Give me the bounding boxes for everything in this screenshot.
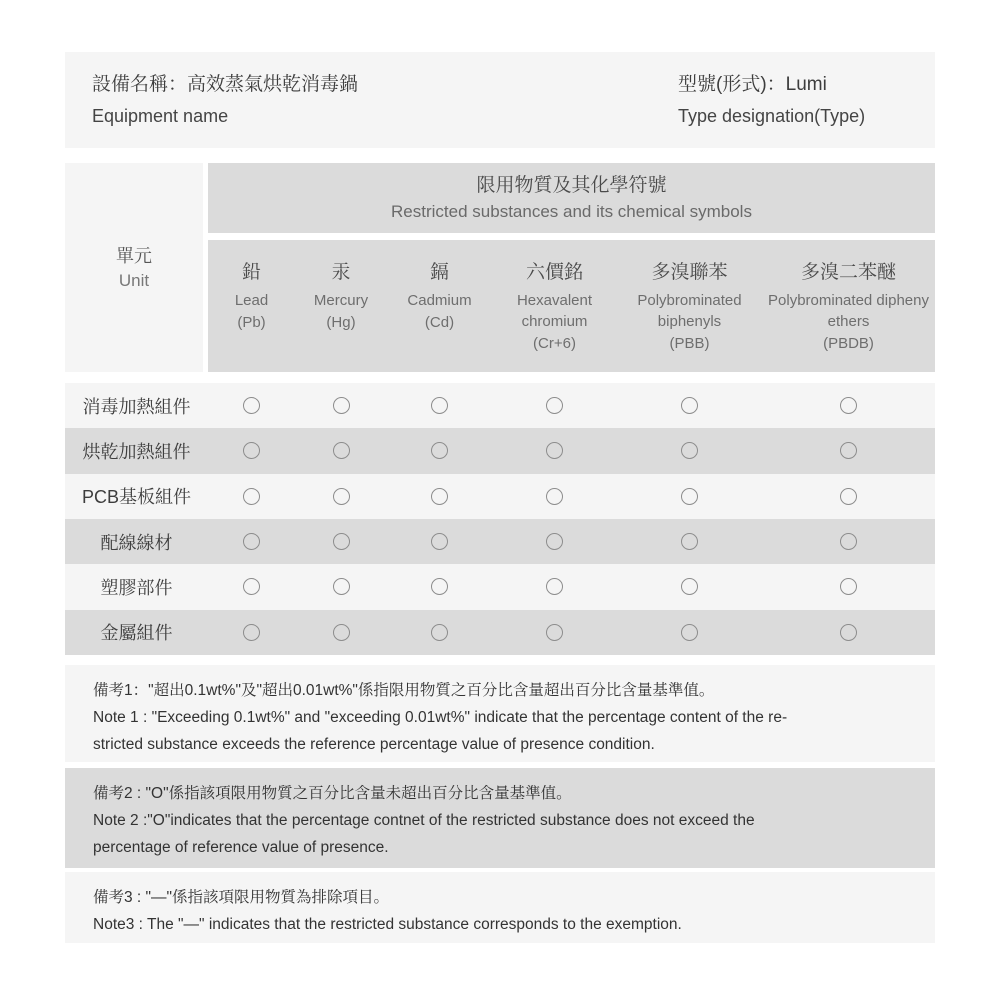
circle-mark <box>681 488 698 505</box>
circle-mark <box>431 533 448 550</box>
circle-mark <box>546 624 563 641</box>
circle-mark <box>243 533 260 550</box>
column-header-lead <box>208 240 295 372</box>
column-header-pbb <box>617 240 762 372</box>
row-label: PCB基板組件 <box>81 487 191 508</box>
table-body <box>65 383 935 655</box>
equipment-name-zh: 設備名稱：高效蒸氣烘乾消毒鍋 <box>92 74 359 95</box>
circle-mark <box>333 624 350 641</box>
row-label: 金屬組件 <box>100 623 173 644</box>
unit-header-cell <box>65 163 203 372</box>
restricted-header-en: Restricted substances and its chemical symbols <box>391 202 752 221</box>
circle-mark <box>431 578 448 595</box>
column-symbol: (PBDB) <box>823 335 874 352</box>
type-designation-zh: 型號(形式)：Lumi <box>678 74 827 95</box>
circle-mark <box>333 533 350 550</box>
circle-mark <box>431 442 448 459</box>
note-3 <box>65 872 935 943</box>
circle-mark <box>333 578 350 595</box>
circle-mark <box>243 624 260 641</box>
circle-mark <box>681 442 698 459</box>
table-row <box>65 474 935 519</box>
circle-mark <box>840 488 857 505</box>
equipment-name-en: Equipment name <box>92 106 229 126</box>
column-zh: 多溴聯苯 <box>651 262 728 283</box>
row-label: 烘乾加熱組件 <box>82 441 191 462</box>
type-designation-en: Type designation(Type) <box>678 106 866 126</box>
column-en: Mercury <box>313 292 369 309</box>
equipment-header-bar <box>65 52 935 148</box>
table-row <box>65 383 935 428</box>
column-header-hexavalent-chromium <box>492 240 617 372</box>
column-header-cadmium <box>387 240 492 372</box>
column-zh: 汞 <box>331 262 351 283</box>
circle-mark <box>243 442 260 459</box>
note-1-en-line1: Note 1 : "Exceeding 0.1wt%" and "exceeding 0.01wt%" indicate that the percentage content of the re- <box>93 709 788 726</box>
column-zh: 鎘 <box>429 262 449 283</box>
row-label: 消毒加熱組件 <box>82 396 191 417</box>
circle-mark <box>431 624 448 641</box>
note-3-zh: 備考3 : "—"係指該項限用物質為排除項目。 <box>93 889 390 906</box>
circle-mark <box>840 624 857 641</box>
type-designation-group <box>678 70 865 132</box>
note-1 <box>65 665 935 762</box>
circle-mark <box>546 488 563 505</box>
circle-mark <box>840 533 857 550</box>
circle-mark <box>840 442 857 459</box>
note-2-en-line2: percentage of reference value of presence. <box>93 839 389 856</box>
column-en: Hexavalent chromium <box>516 292 593 330</box>
circle-mark <box>546 533 563 550</box>
restricted-header-zh: 限用物質及其化學符號 <box>476 175 667 196</box>
note-3-en-line1: Note3 : The "—" indicates that the restricted substance corresponds to the exemption. <box>93 916 682 933</box>
column-zh: 多溴二苯醚 <box>800 262 896 283</box>
circle-mark <box>431 488 448 505</box>
circle-mark <box>333 442 350 459</box>
table-row <box>65 564 935 609</box>
circle-mark <box>243 488 260 505</box>
column-en: Polybrominated biphenyls <box>637 292 742 330</box>
table-row <box>65 610 935 655</box>
column-en: Cadmium <box>407 292 472 309</box>
table-row <box>65 428 935 473</box>
circle-mark <box>243 578 260 595</box>
circle-mark <box>546 397 563 414</box>
note-1-zh: 備考1："超出0.1wt%"及"超出0.01wt%"係指限用物質之百分比含量超出百分比含量基準值。 <box>93 682 715 699</box>
circle-mark <box>431 397 448 414</box>
equipment-name-group <box>92 70 358 132</box>
column-zh: 鉛 <box>241 262 261 283</box>
circle-mark <box>333 488 350 505</box>
column-symbol: (PBB) <box>669 335 710 352</box>
column-en: Lead <box>234 292 269 309</box>
row-label: 配線線材 <box>100 532 173 553</box>
circle-mark <box>840 397 857 414</box>
circle-mark <box>243 397 260 414</box>
circle-mark <box>681 533 698 550</box>
substance-column-headers <box>208 240 935 372</box>
note-2-zh: 備考2 : "O"係指該項限用物質之百分比含量未超出百分比含量基準值。 <box>93 785 572 802</box>
column-zh: 六價銘 <box>525 262 583 283</box>
note-2 <box>65 768 935 868</box>
note-2-en-line1: Note 2 :"O"indicates that the percentage contnet of the restricted substance does not exceed the <box>93 812 755 829</box>
circle-mark <box>546 442 563 459</box>
circle-mark <box>840 578 857 595</box>
circle-mark <box>546 578 563 595</box>
circle-mark <box>681 624 698 641</box>
restricted-substances-header <box>208 163 935 233</box>
row-label: 塑膠部件 <box>100 577 173 598</box>
column-symbol: (Cr+6) <box>533 335 576 352</box>
unit-label-en: Unit <box>118 270 150 290</box>
column-symbol: (Hg) <box>326 314 356 331</box>
note-1-en-line2: stricted substance exceeds the reference percentage value of presence condition. <box>93 736 655 753</box>
circle-mark <box>681 578 698 595</box>
column-en: Polybrominated dipheny ethers <box>768 292 929 330</box>
column-header-mercury <box>295 240 387 372</box>
unit-label-zh: 單元 <box>116 245 152 266</box>
circle-mark <box>333 397 350 414</box>
circle-mark <box>681 397 698 414</box>
column-header-pbde <box>762 240 935 372</box>
column-symbol: (Pb) <box>237 314 266 331</box>
table-row <box>65 519 935 564</box>
column-symbol: (Cd) <box>424 314 455 331</box>
